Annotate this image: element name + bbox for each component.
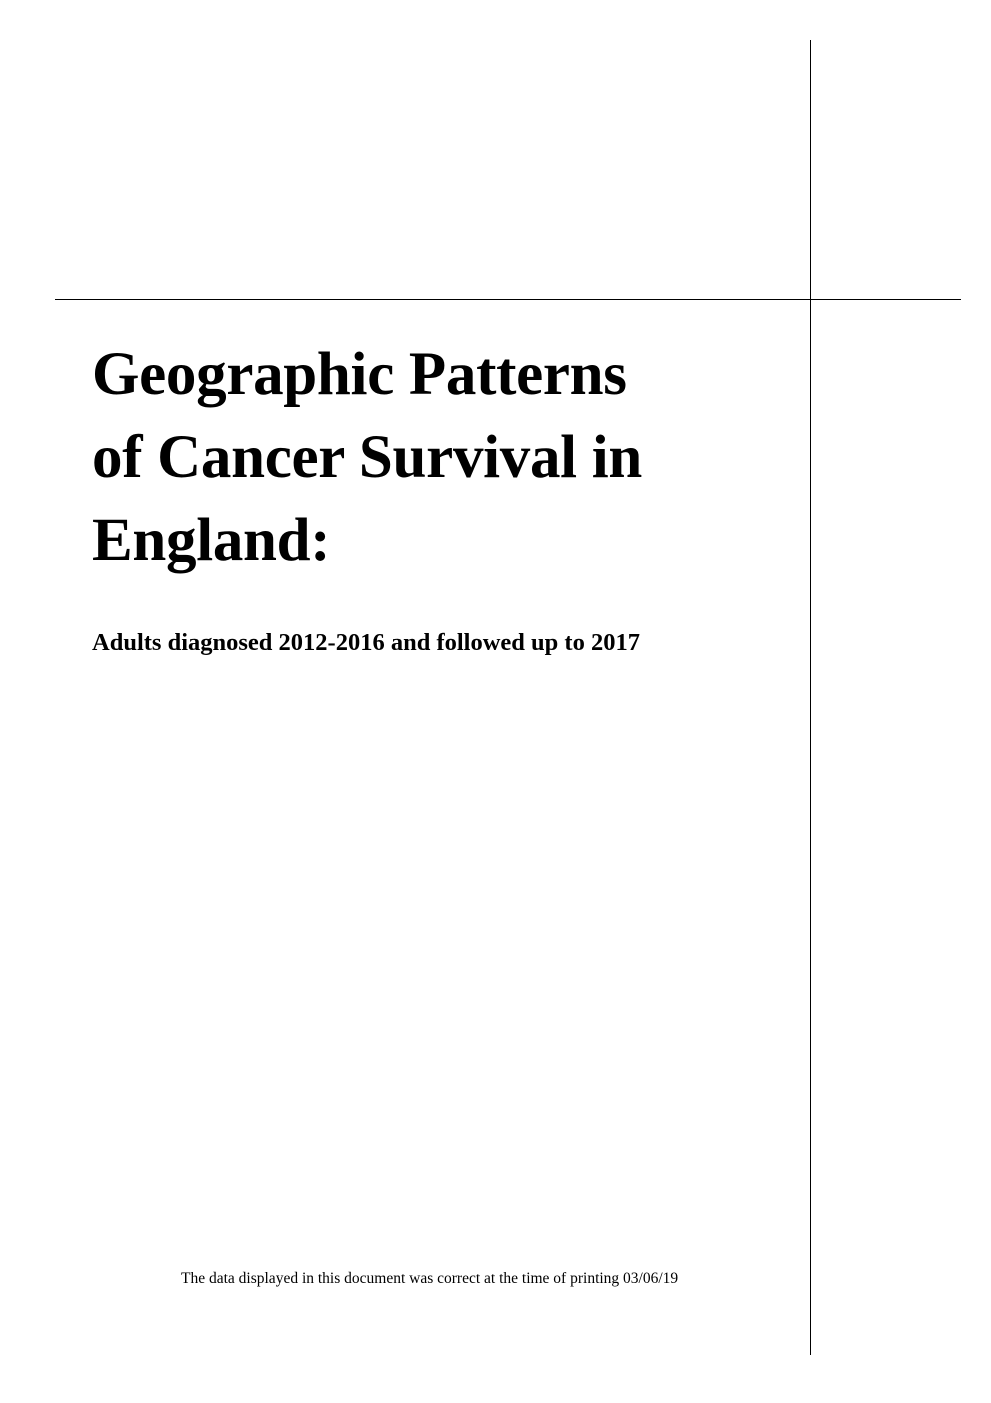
- page-title-line-3: England:: [92, 507, 331, 574]
- page-title-line-2: of Cancer Survival in: [92, 424, 643, 491]
- page-title-line-1: Geographic Patterns: [92, 341, 627, 408]
- page-subtitle: Adults diagnosed 2012-2016 and followed up to 2017: [92, 629, 640, 656]
- title-block: [92, 333, 772, 659]
- horizontal-rule-divider: [55, 299, 961, 300]
- print-date-note: The data displayed in this document was correct at the time of printing 03/06/19: [181, 1270, 679, 1287]
- page-title: [92, 333, 772, 582]
- vertical-rule-divider: [810, 40, 811, 1355]
